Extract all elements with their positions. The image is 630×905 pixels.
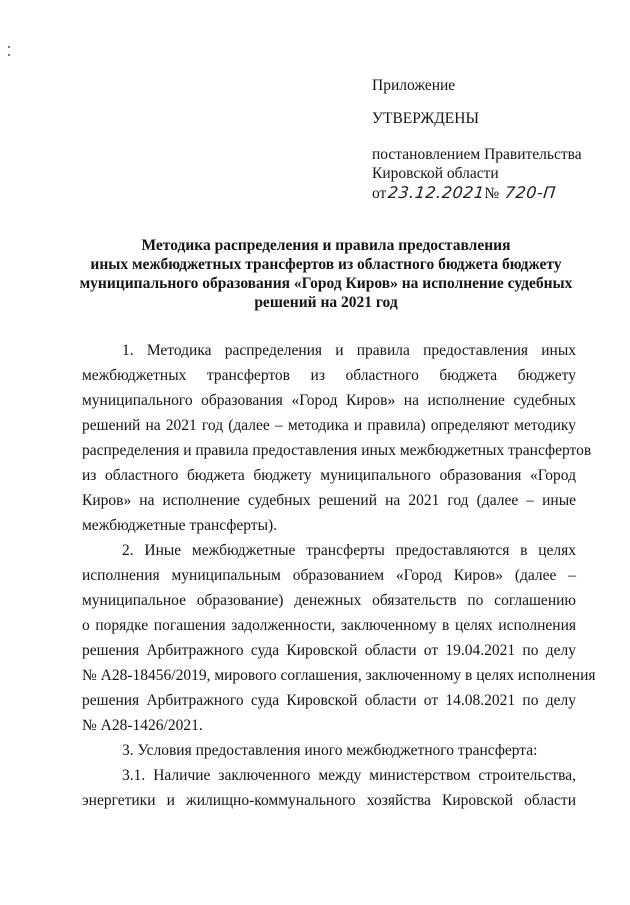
decree-date-number-line [372,183,612,203]
number-label: № [484,185,500,202]
title-line: Методика распределения и правила предоставления [141,237,511,254]
text-line: из областного бюджета бюджету муниципального образования «Город [82,467,576,484]
scan-mark [8,54,10,56]
document-title [76,236,576,312]
text-line: муниципальное образование) денежных обязательств по соглашению [82,592,576,609]
appendix-label: Приложение [372,77,456,94]
text-line: решения Арбитражного суда Кировской области от 14.08.2021 по делу [82,692,576,709]
text-line: 3. Условия предоставления иного межбюджетного трансферта: [122,742,538,759]
text-line: муниципального образования «Город Киров» на исполнение судебных [82,392,576,409]
text-line: о порядке погашения задолженности, заключенному в целях исполнения [82,617,576,634]
text-line: 3.1. Наличие заключенного между министерством строительства, [122,767,576,784]
text-line: энергетики и жилищно-коммунального хозяйства Кировской области [82,792,576,809]
decree-line-2: Кировской области [372,165,499,182]
text-line: № А28-18456/2019, мирового соглашения, заключенному в целях исполнения [82,667,596,684]
text-line: межбюджетных трансфертов из областного бюджета бюджету [82,367,576,384]
text-line: № А28-1426/2021. [82,717,203,734]
title-line: муниципального образования «Город Киров» на исполнение судебных [79,275,573,292]
from-label: от [372,185,387,202]
scan-mark [8,46,10,48]
text-line: Киров» на исполнение судебных решений на 2021 год (далее – иные [82,492,576,509]
text-line: исполнения муниципальным образованием «Город Киров» (далее – [82,567,576,584]
text-line: решения Арбитражного суда Кировской области от 19.04.2021 по делу [82,642,576,659]
text-line: решений на 2021 год (далее – методика и правила) определяют методику [82,417,576,434]
text-line: 2. Иные межбюджетные трансферты предоставляются в целях [122,542,576,559]
title-line: иных межбюджетных трансфертов из областного бюджета бюджету [90,256,562,273]
approved-label: УТВЕРЖДЕНЫ [372,110,479,127]
document-body [82,338,596,813]
paragraph-1 [82,338,592,538]
decree-line-1: постановлением Правительства [372,146,582,163]
paragraph-2 [82,538,596,738]
paragraph-4 [82,763,576,813]
approval-block [372,76,612,203]
paragraph-3 [82,738,576,763]
text-line: распределения и правила предоставления иных межбюджетных трансфертов [82,442,592,459]
handwritten-number: 720-П [504,183,557,202]
handwritten-date: 23.12.2021 [387,183,486,202]
title-line: решений на 2021 год [254,294,398,311]
text-line: межбюджетные трансферты). [82,517,278,534]
text-line: 1. Методика распределения и правила предоставления иных [122,342,576,359]
